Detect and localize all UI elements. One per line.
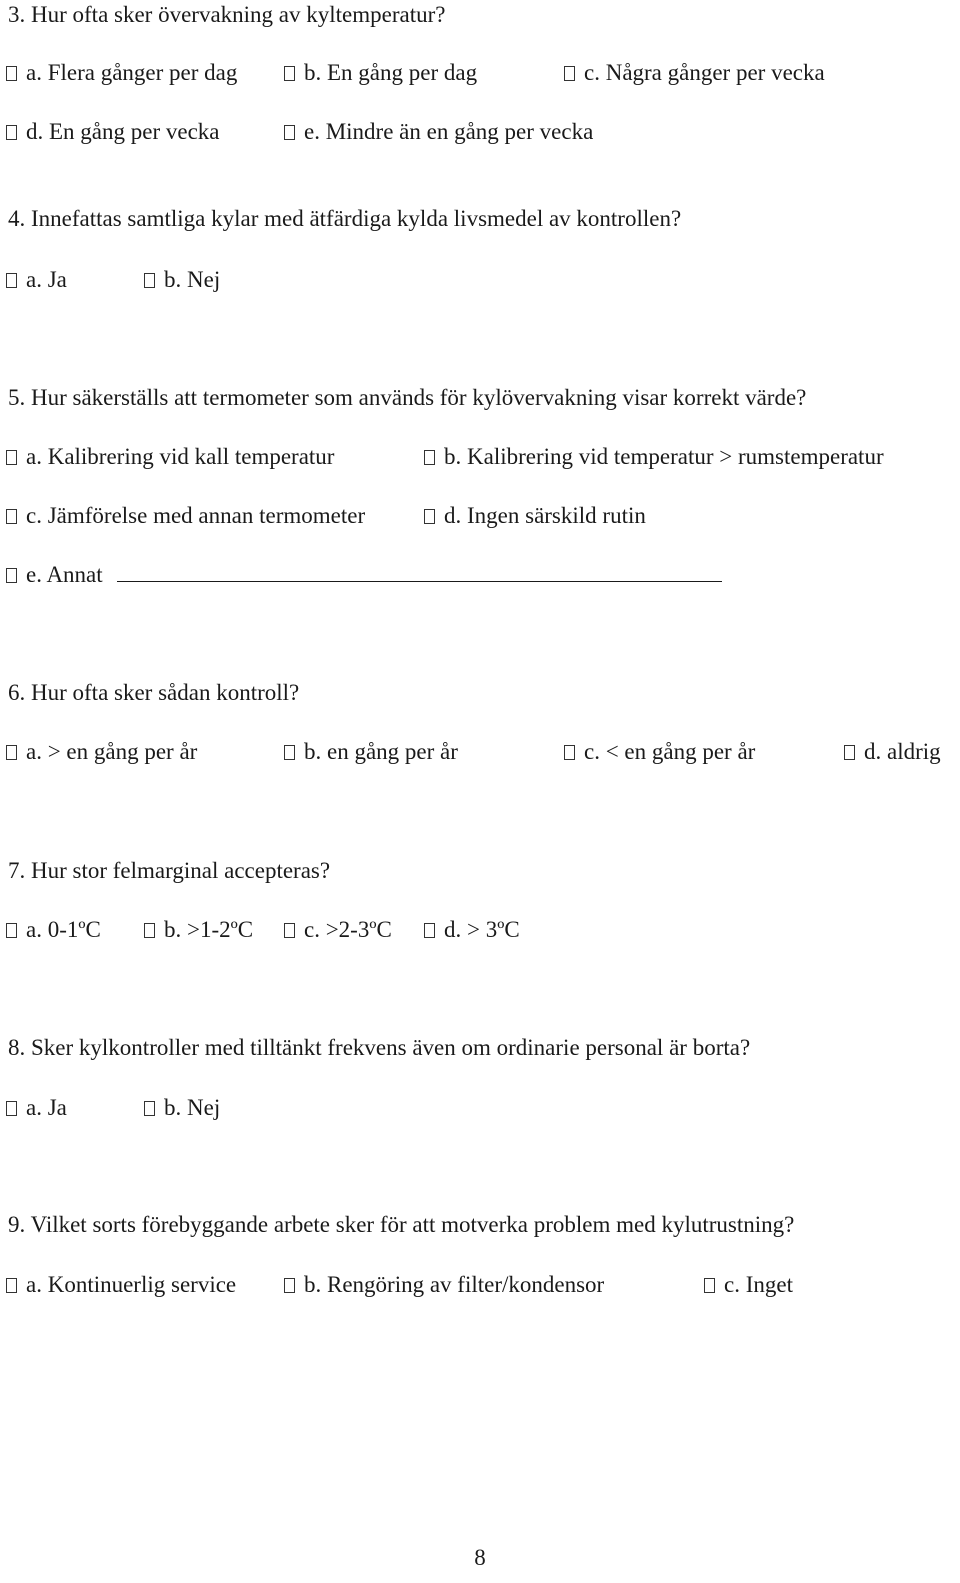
q4-option-a[interactable] — [6, 268, 67, 291]
option-label: c. < en gång per år — [584, 739, 756, 764]
option-label: b. En gång per dag — [304, 60, 478, 85]
option-label: d. > 3ºC — [444, 917, 520, 942]
option-label: a. > en gång per år — [26, 739, 198, 764]
q6-option-b[interactable] — [284, 740, 458, 763]
checkbox[interactable] — [6, 1278, 17, 1293]
q5-option-b[interactable] — [424, 445, 884, 468]
checkbox[interactable] — [6, 923, 17, 938]
checkbox[interactable] — [284, 1278, 295, 1293]
option-label: a. Kalibrering vid kall temperatur — [26, 444, 335, 469]
question-8-text: 8. Sker kylkontroller med tilltänkt frekvens även om ordinarie personal är borta? — [8, 1035, 751, 1060]
checkbox[interactable] — [424, 923, 435, 938]
q9-option-c[interactable] — [704, 1273, 793, 1296]
option-label: c. Jämförelse med annan termometer — [26, 503, 366, 528]
q6-option-c[interactable] — [564, 740, 755, 763]
question-4-text: 4. Innefattas samtliga kylar med ätfärdiga kylda livsmedel av kontrollen? — [8, 206, 682, 231]
option-label: b. Nej — [164, 1095, 221, 1120]
checkbox[interactable] — [6, 745, 17, 760]
checkbox[interactable] — [6, 450, 17, 465]
q3-option-c[interactable] — [564, 61, 825, 84]
checkbox[interactable] — [284, 66, 295, 81]
option-label: a. Ja — [26, 1095, 67, 1120]
option-label: b. en gång per år — [304, 739, 458, 764]
checkbox[interactable] — [6, 273, 17, 288]
checkbox[interactable] — [564, 745, 575, 760]
checkbox[interactable] — [6, 568, 17, 583]
checkbox[interactable] — [144, 1101, 155, 1116]
q7-option-d[interactable] — [424, 918, 520, 941]
option-label: d. En gång per vecka — [26, 119, 220, 144]
q9-option-a[interactable] — [6, 1273, 236, 1296]
checkbox[interactable] — [844, 745, 855, 760]
checkbox[interactable] — [6, 1101, 17, 1116]
checkbox[interactable] — [704, 1278, 715, 1293]
q5-option-d[interactable] — [424, 504, 646, 527]
q5-option-a[interactable] — [6, 445, 334, 468]
q6-option-d[interactable] — [844, 740, 941, 763]
checkbox[interactable] — [6, 125, 17, 140]
q3-option-d[interactable] — [6, 120, 220, 143]
checkbox[interactable] — [6, 66, 17, 81]
option-label: c. Några gånger per vecka — [584, 60, 825, 85]
q3-option-b[interactable] — [284, 61, 477, 84]
option-label: e. Annat — [26, 562, 103, 587]
q9-option-b[interactable] — [284, 1273, 604, 1296]
option-label: a. 0-1ºC — [26, 917, 101, 942]
checkbox[interactable] — [144, 923, 155, 938]
page-number: 8 — [474, 1545, 486, 1570]
option-label: b. Nej — [164, 267, 221, 292]
option-label: b. Kalibrering vid temperatur > rumstemperatur — [444, 444, 884, 469]
q5-option-e[interactable] — [6, 563, 722, 586]
option-label: a. Kontinuerlig service — [26, 1272, 237, 1297]
q6-option-a[interactable] — [6, 740, 197, 763]
option-label: b. >1-2ºC — [164, 917, 254, 942]
question-5-text: 5. Hur säkerställs att termometer som används för kylövervakning visar korrekt värde? — [8, 385, 807, 410]
annat-text-line[interactable] — [117, 581, 722, 582]
option-label: d. Ingen särskild rutin — [444, 503, 646, 528]
question-6-text: 6. Hur ofta sker sådan kontroll? — [8, 680, 300, 705]
q7-option-a[interactable] — [6, 918, 101, 941]
checkbox[interactable] — [424, 509, 435, 524]
checkbox[interactable] — [6, 509, 17, 524]
option-label: e. Mindre än en gång per vecka — [304, 119, 594, 144]
q8-option-a[interactable] — [6, 1096, 67, 1119]
option-label: c. Inget — [724, 1272, 793, 1297]
option-label: b. Rengöring av filter/kondensor — [304, 1272, 605, 1297]
q7-option-c[interactable] — [284, 918, 392, 941]
q3-option-a[interactable] — [6, 61, 237, 84]
q8-option-b[interactable] — [144, 1096, 220, 1119]
q7-option-b[interactable] — [144, 918, 253, 941]
option-label: d. aldrig — [864, 739, 941, 764]
option-label: a. Flera gånger per dag — [26, 60, 238, 85]
question-7-text: 7. Hur stor felmarginal accepteras? — [8, 858, 331, 883]
checkbox[interactable] — [144, 273, 155, 288]
checkbox[interactable] — [284, 745, 295, 760]
option-label: a. Ja — [26, 267, 67, 292]
checkbox[interactable] — [424, 450, 435, 465]
checkbox[interactable] — [284, 923, 295, 938]
checkbox[interactable] — [284, 125, 295, 140]
q4-option-b[interactable] — [144, 268, 220, 291]
checkbox[interactable] — [564, 66, 575, 81]
question-3-text: 3. Hur ofta sker övervakning av kyltemperatur? — [8, 2, 446, 27]
q3-option-e[interactable] — [284, 120, 593, 143]
option-label: c. >2-3ºC — [304, 917, 392, 942]
question-9-text: 9. Vilket sorts förebyggande arbete sker för att motverka problem med kylutrustning? — [8, 1212, 795, 1237]
q5-option-c[interactable] — [6, 504, 365, 527]
